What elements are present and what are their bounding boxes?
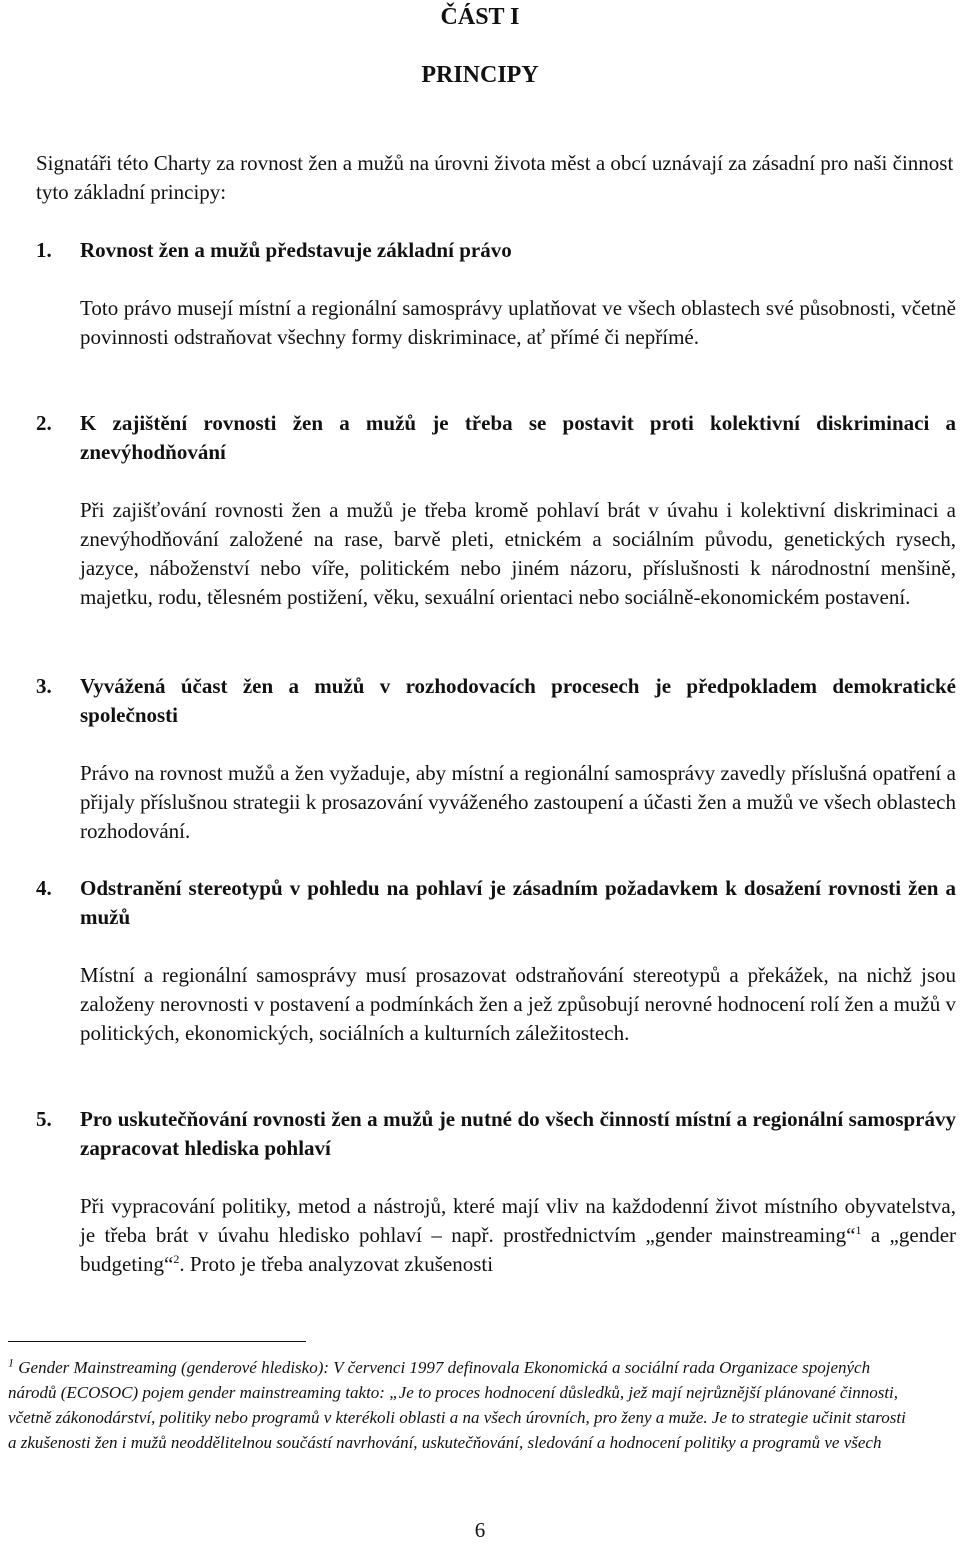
principle-heading — [36, 874, 956, 932]
principle-2 — [36, 409, 956, 633]
footnote-reference[interactable]: 1 — [855, 1223, 862, 1237]
principle-heading — [36, 1105, 956, 1163]
principle-text: Toto právo musejí místní a regionální samosprávy uplatňovat ve všech oblastech své působnosti, včetně povinnosti odstraňovat všechny formy diskriminace, ať přímé či nepřímé. — [80, 296, 956, 349]
principle-heading — [36, 236, 956, 265]
principle-title: Rovnost žen a mužů představuje základní právo — [80, 238, 512, 262]
footnote-marker: 1 — [8, 1355, 14, 1370]
part-heading: ČÁST I — [440, 4, 520, 30]
principle-heading — [36, 672, 956, 730]
footnote-reference[interactable]: 2 — [173, 1252, 180, 1266]
section-title: PRINCIPY — [421, 62, 539, 88]
principle-text-part: . Proto je třeba analyzovat zkušenosti — [179, 1252, 494, 1276]
principle-title: Vyvážená účast žen a mužů v rozhodovacích procesech je předpokladem demokratické společnosti — [80, 674, 956, 727]
principle-text: Místní a regionální samosprávy musí prosazovat odstraňování stereotypů a překážek, na nichž jsou založeny nerovnosti v postavení a podmínkách žen a jež způsobují nerovné hodnocení rolí žen a mužů v politických, ekonomických, sociálních a kulturních záležitostech. — [80, 963, 956, 1045]
principle-number: 3. — [36, 674, 52, 698]
principle-text: Právo na rovnost mužů a žen vyžaduje, aby místní a regionální samosprávy zavedly příslušná opatření a přijaly příslušnou strategii k prosazování vyváženého zastoupení a účasti žen a mužů ve všech oblastech rozhodování. — [80, 761, 956, 843]
principle-number: 1. — [36, 238, 52, 262]
principle-text — [80, 1192, 956, 1279]
principle-title: Pro uskutečňování rovnosti žen a mužů je nutné do všech činností místní a regionální samosprávy zapracovat hlediska pohlaví — [80, 1107, 956, 1160]
footnote — [8, 1355, 908, 1455]
principle-text: Při zajišťování rovnosti žen a mužů je třeba kromě pohlaví brát v úvahu i kolektivní diskriminaci a znevýhodňování založené na rase, barvě pleti, etnickém a sociálním původu, genetických rysech, jazyce, náboženství nebo víře, politickém nebo jiném názoru, příslušnosti k národnostní menšině, majetku, rodu, tělesném postižení, věku, sexuální orientaci nebo sociálně-ekonomickém postavení. — [80, 498, 956, 609]
principle-4 — [36, 874, 956, 1069]
footnote-divider — [8, 1341, 306, 1342]
principle-text-part: Při vypracování politiky, metod a nástrojů, které mají vliv na každodenní život místního obyvatelstva, je třeba brát v úvahu hledisko pohlaví – např. prostřednictvím „gender mainstreaming“ — [80, 1194, 956, 1247]
principle-title: Odstranění stereotypů v pohledu na pohlaví je zásadním požadavkem k dosažení rovnosti žen a mužů — [80, 876, 956, 929]
principle-title: K zajištění rovnosti žen a mužů je třeba se postavit proti kolektivní diskriminaci a znevýhodňování — [80, 411, 956, 464]
intro-paragraph: Signatáři této Charty za rovnost žen a mužů na úrovni života měst a obcí uznávají za zásadní pro naši činnost tyto základní principy: — [36, 151, 954, 204]
page-number: 6 — [474, 1518, 486, 1542]
principle-3 — [36, 672, 956, 867]
principle-text-part: a „gender budgeting“ — [80, 1223, 957, 1276]
footnote-text: Gender Mainstreaming (genderové hledisko): V červenci 1997 definovala Ekonomická a sociální rada Organizace spojených národů (ECOSOC) pojem gender mainstreaming takto: „Je to proces hodnocení důsledků, jež mají nejrůznější plánované činnosti, včetně zákonodárství, politiky nebo programů v kterékoli oblasti a na všech úrovních, pro ženy a muže. Je to strategie učinit starosti a zkušenosti žen i mužů neoddělitelnou součástí navrhování, uskutečňování, sledování a hodnocení politiky a programů ve všech — [8, 1358, 906, 1452]
principle-number: 5. — [36, 1107, 52, 1131]
principle-number: 4. — [36, 876, 52, 900]
principle-1 — [36, 236, 956, 373]
principle-heading — [36, 409, 956, 467]
principle-5 — [36, 1105, 956, 1300]
principle-number: 2. — [36, 411, 52, 435]
